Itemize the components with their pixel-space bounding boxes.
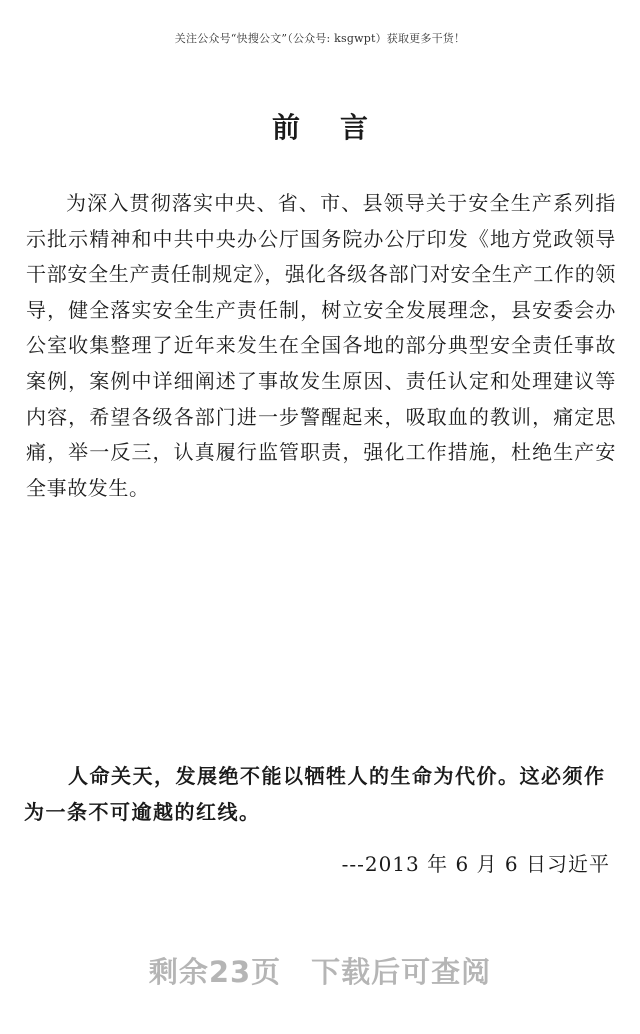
top-banner: 关注公众号“快搜公文”（公众号: ksgwpt）获取更多干货！ [174, 32, 466, 45]
download-text: 下载后可查阅 [311, 955, 492, 989]
quote-signature: ---2013 年 6 月 6 日习近平 [341, 852, 610, 876]
page-title: 前言 [271, 111, 408, 144]
quote-paragraph: 人命关天，发展绝不能以牺牲人的生命为代价。这必须作为一条不可逾越的红线。 [24, 764, 606, 824]
intro-paragraph: 为深入贯彻落实中央、省、市、县领导关于安全生产系列指示批示精神和中共中央办公厅国务院办公厅印发《地方党政领导干部安全生产责任制规定》，强化各级各部门对安全生产工作的领导，健全落实安全生产责任制，树立安全发展理念，县安委会办公室收集整理了近年来发生在全国各地的部分典型安全责任事故案例，案例中详细阐述了事故发生原因、责任认定和处理建议等内容，希望各级各部门进一步警醒起来，吸取血的教训，痛定思痛，举一反三，认真履行监管职责，强化工作措施，杜绝生产安全事故发生。 [26, 191, 616, 500]
remaining-pages-text: 剩余23页 [148, 955, 282, 989]
download-prompt[interactable] [0, 950, 640, 991]
